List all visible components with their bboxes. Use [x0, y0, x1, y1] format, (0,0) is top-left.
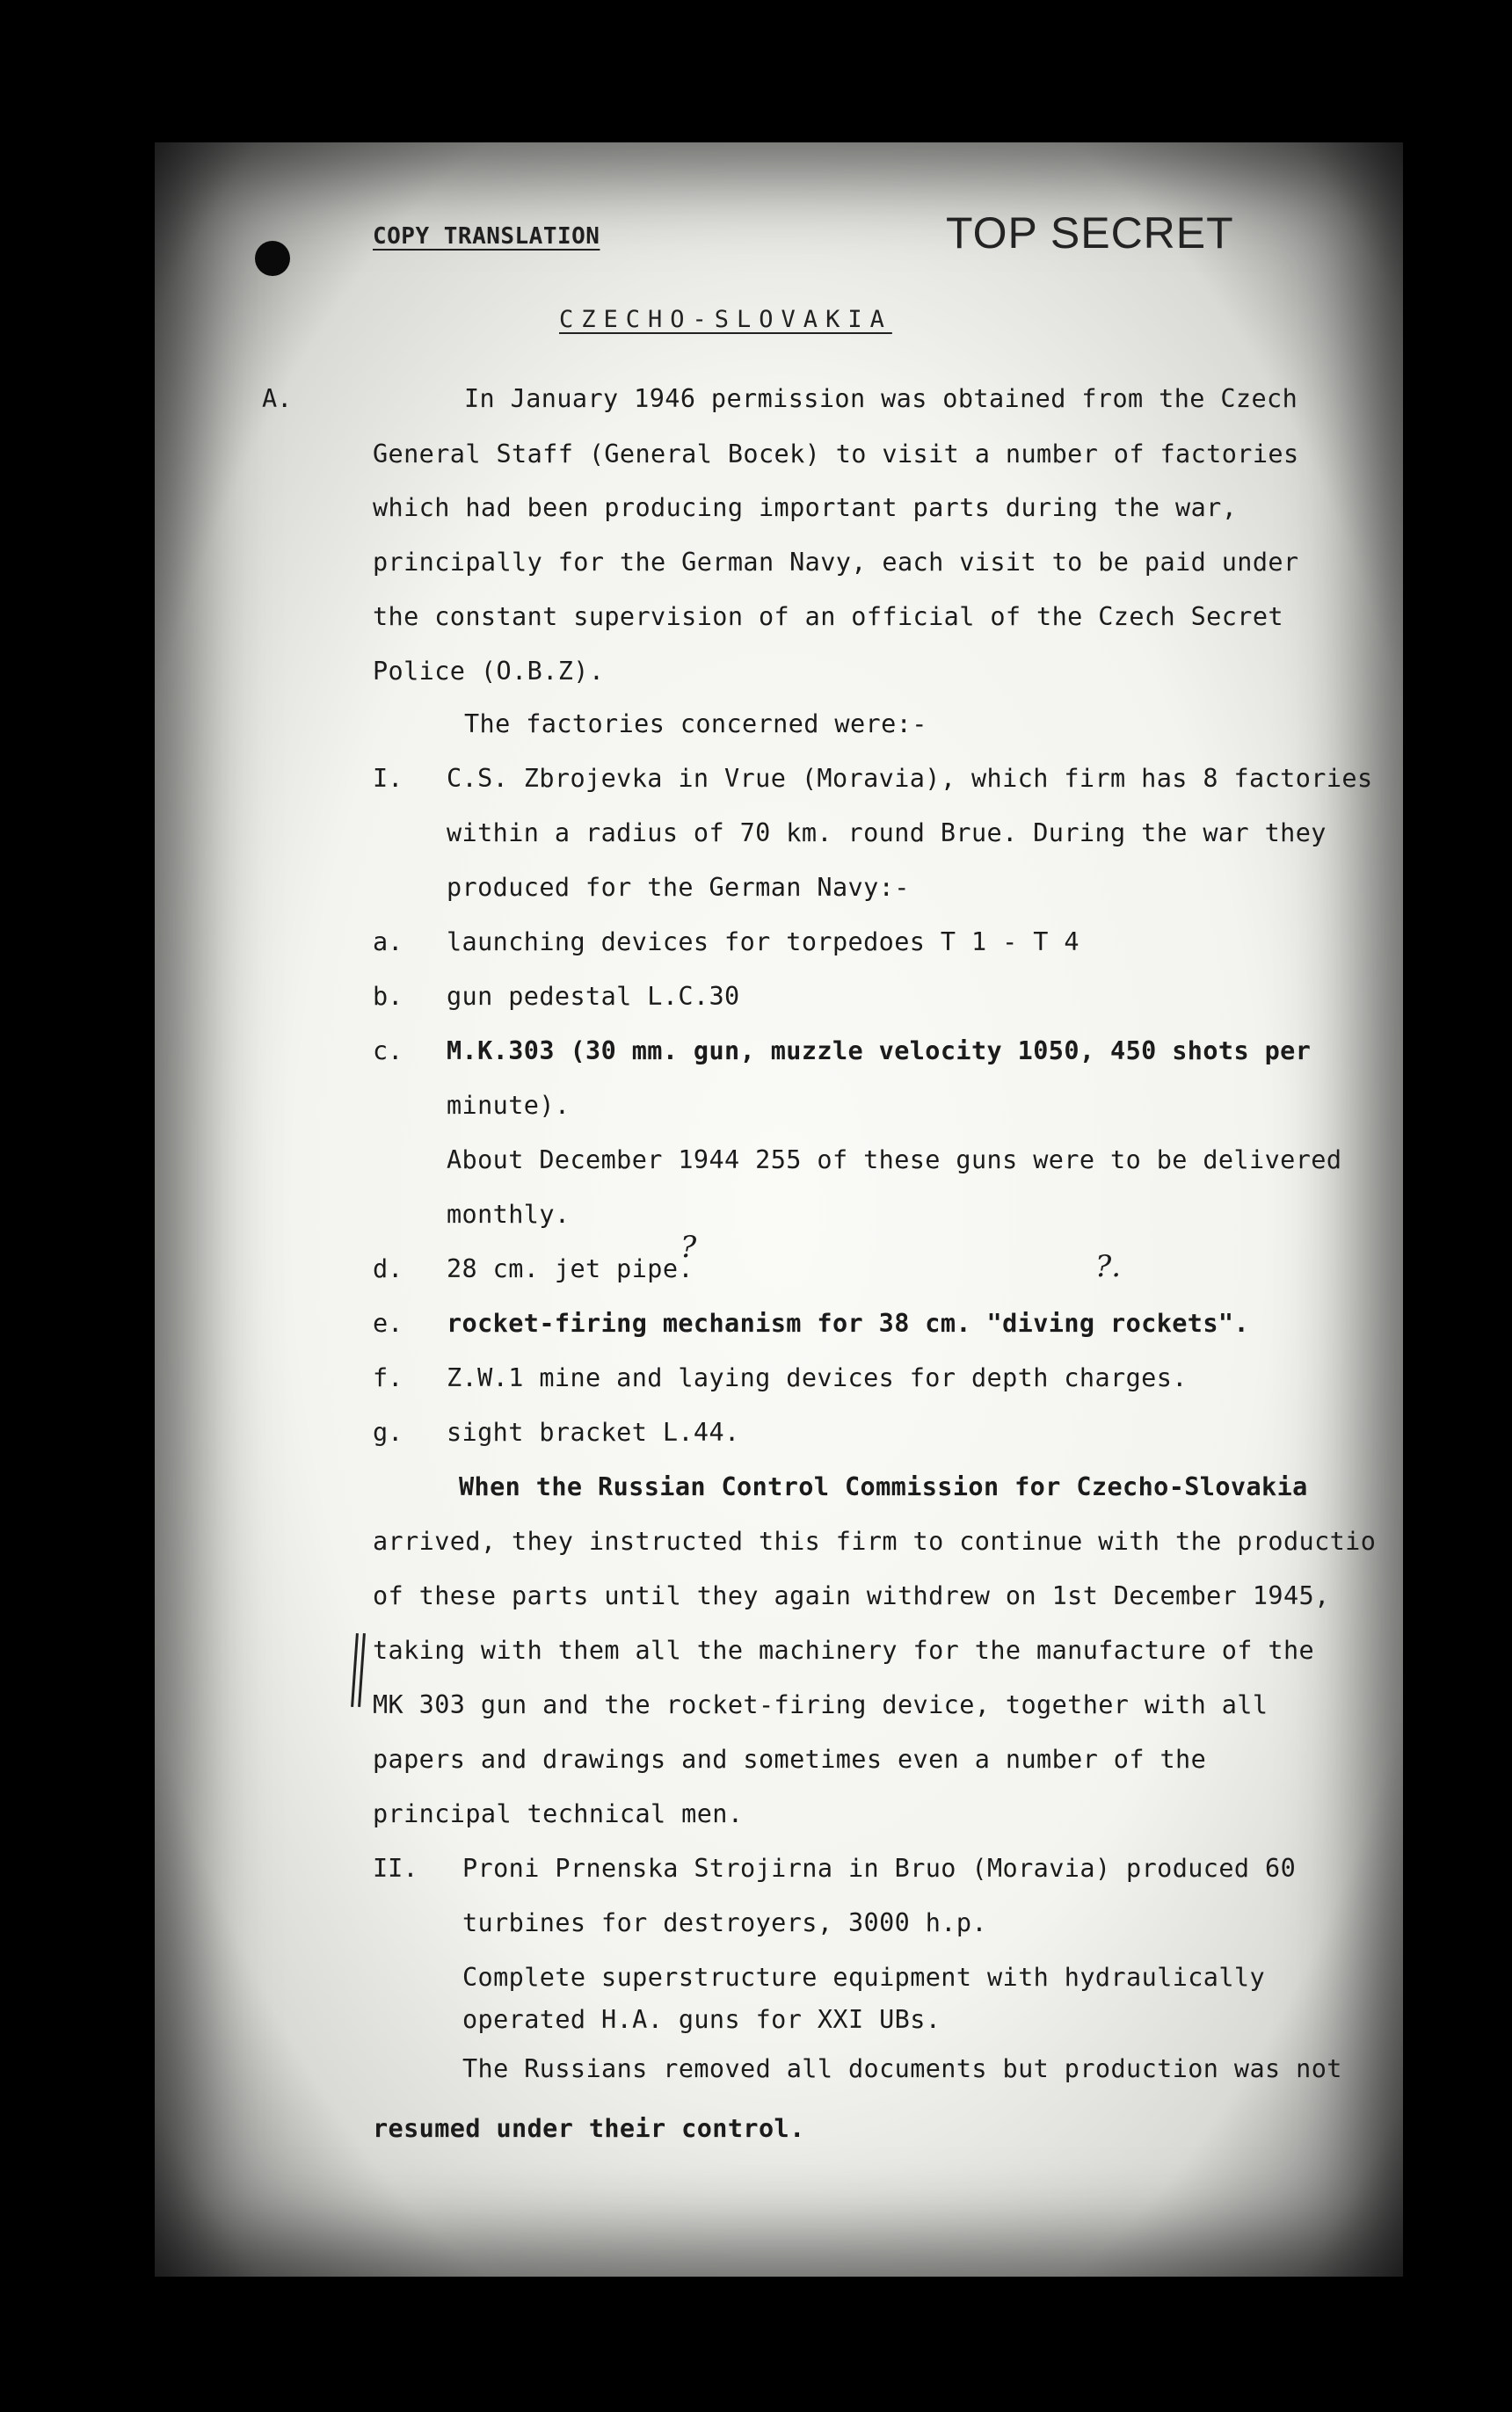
text-line: rocket-firing mechanism for 38 cm. "diving rockets".	[447, 1309, 1250, 1338]
section-marker: A.	[262, 384, 293, 413]
handwritten-mark: ?.	[1095, 1249, 1122, 1284]
copy-translation-label: COPY TRANSLATION	[373, 223, 600, 250]
text-line: principal technical men.	[373, 1799, 744, 1828]
text-line: taking with them all the machinery for the manufacture of the	[373, 1636, 1315, 1665]
text-line: operated H.A. guns for XXI UBs.	[462, 2005, 941, 2034]
punch-hole-icon	[255, 241, 290, 276]
list-marker: II.	[373, 1854, 418, 1883]
text-line: C.S. Zbrojevka in Vrue (Moravia), which firm has 8 factories	[447, 764, 1373, 793]
text-line: MK 303 gun and the rocket-firing device, together with all	[373, 1690, 1268, 1719]
text-line: launching devices for torpedoes T 1 - T 4	[447, 927, 1079, 956]
text-line: monthly.	[447, 1200, 571, 1229]
text-line: sight bracket L.44.	[447, 1418, 740, 1447]
text-line: principally for the German Navy, each visit to be paid under	[373, 548, 1299, 577]
text-line: of these parts until they again withdrew on 1st December 1945,	[373, 1581, 1330, 1610]
text-line: which had been producing important parts during the war,	[373, 493, 1238, 522]
text-line: About December 1944 255 of these guns were to be delivered	[447, 1145, 1342, 1174]
list-marker: e.	[373, 1309, 403, 1338]
list-marker: f.	[373, 1363, 403, 1392]
list-marker: c.	[373, 1036, 403, 1065]
text-line: resumed under their control.	[373, 2114, 805, 2143]
text-line: gun pedestal L.C.30	[447, 982, 740, 1011]
list-marker: I.	[373, 764, 403, 793]
text-line: the constant supervision of an official of the Czech Secret	[373, 602, 1283, 631]
text-line: within a radius of 70 km. round Brue. During the war they	[447, 818, 1327, 847]
text-line: General Staff (General Bocek) to visit a number of factories	[373, 440, 1299, 469]
handwritten-mark: ?	[680, 1230, 697, 1265]
text-line: When the Russian Control Commission for Czecho-Slovakia	[459, 1472, 1308, 1501]
text-line: turbines for destroyers, 3000 h.p.	[462, 1908, 987, 1937]
list-marker: d.	[373, 1254, 403, 1283]
text-line: produced for the German Navy:-	[447, 873, 910, 902]
text-line: Z.W.1 mine and laying devices for depth charges.	[447, 1363, 1188, 1392]
top-secret-stamp: TOP SECRET	[946, 208, 1234, 258]
text-line: Police (O.B.Z).	[373, 657, 605, 686]
text-line: The Russians removed all documents but production was not	[462, 2054, 1342, 2083]
text-line: M.K.303 (30 mm. gun, muzzle velocity 1050, 450 shots per	[447, 1036, 1312, 1065]
text-line: In January 1946 permission was obtained from the Czech	[464, 384, 1298, 413]
list-marker: g.	[373, 1418, 403, 1447]
text-line: papers and drawings and sometimes even a number of the	[373, 1745, 1207, 1774]
text-line: arrived, they instructed this firm to continue with the productio	[373, 1527, 1377, 1556]
text-line: The factories concerned were:-	[464, 709, 927, 738]
text-line: Complete superstructure equipment with hydraulically	[462, 1963, 1266, 1992]
list-marker: b.	[373, 982, 403, 1011]
page-title: CZECHO-SLOVAKIA	[559, 306, 892, 333]
text-line: 28 cm. jet pipe.	[447, 1254, 694, 1283]
text-line: Proni Prnenska Strojirna in Bruo (Moravia) produced 60	[462, 1854, 1297, 1883]
list-marker: a.	[373, 927, 403, 956]
text-line: minute).	[447, 1091, 571, 1120]
